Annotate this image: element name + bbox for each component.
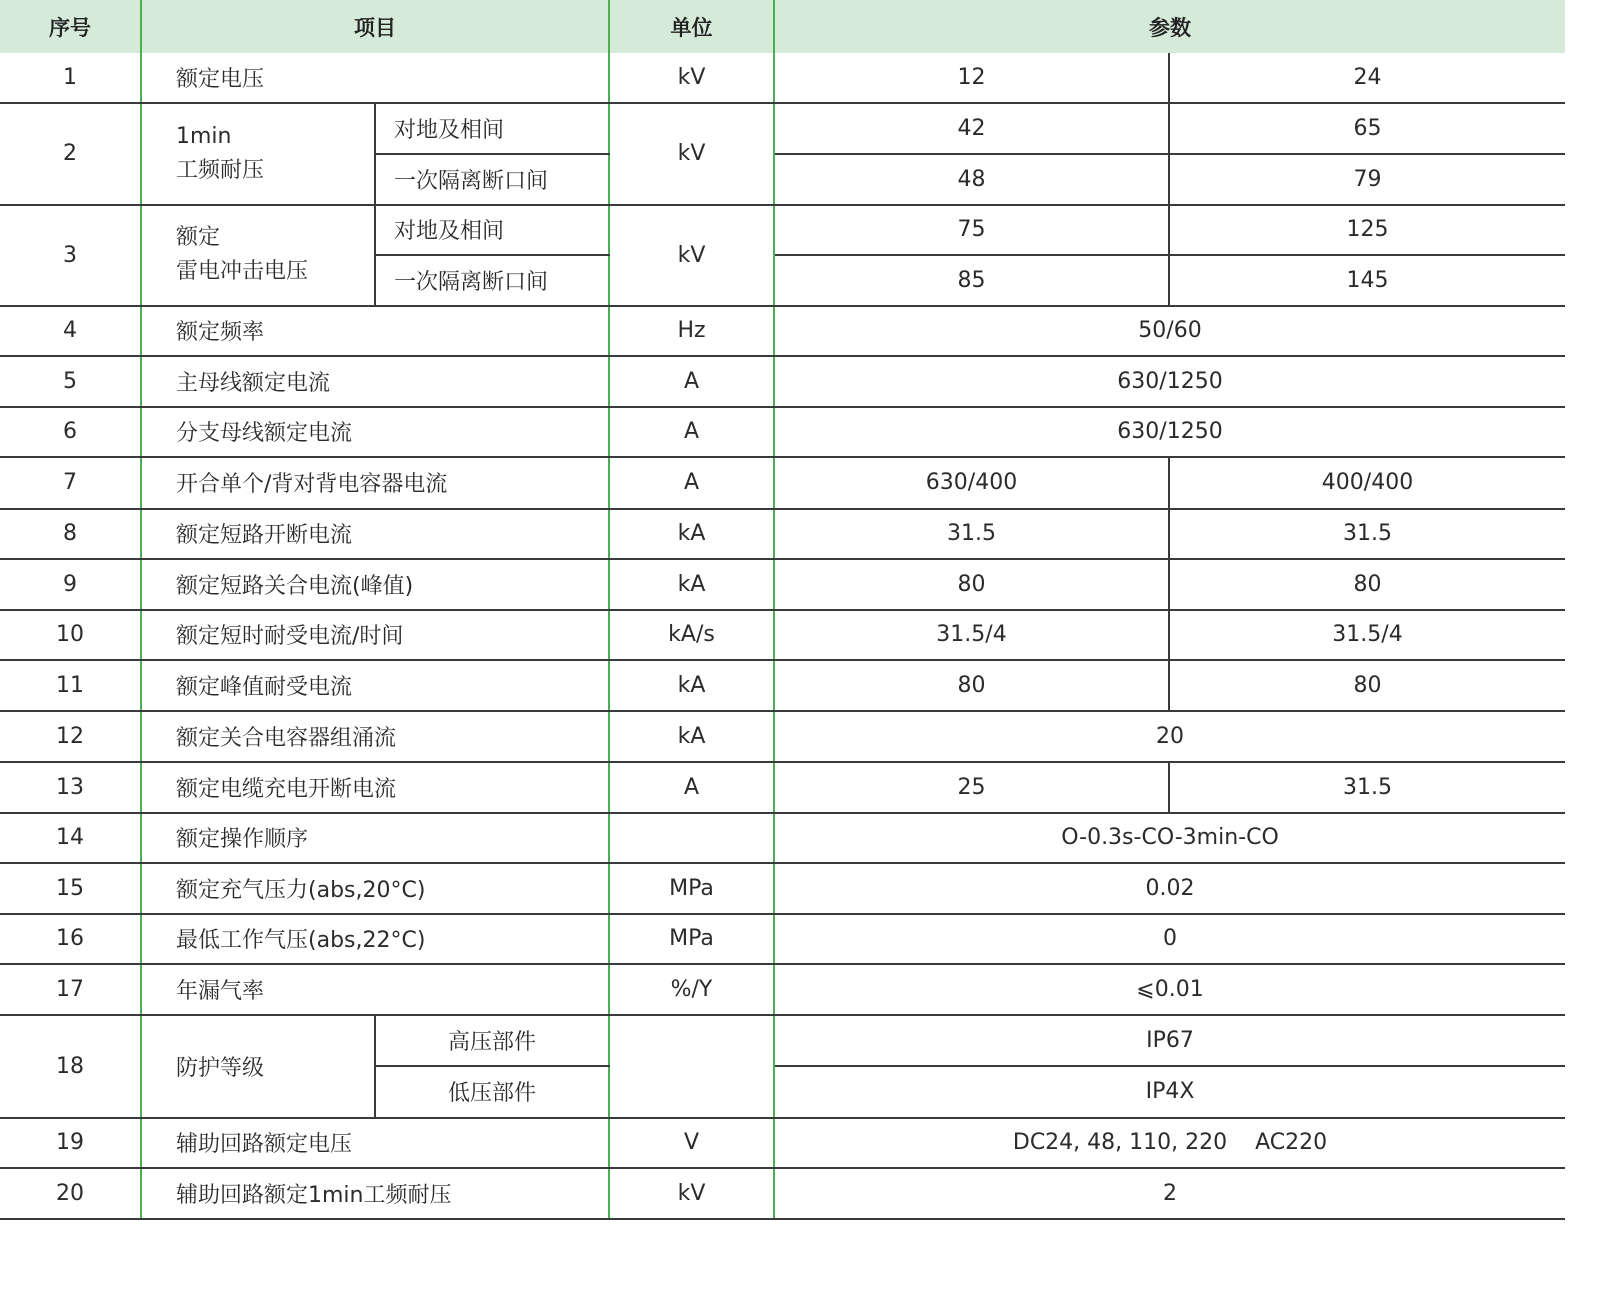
row-no: 4 xyxy=(0,306,141,357)
row-value-2: 145 xyxy=(1169,255,1565,306)
row-no: 19 xyxy=(0,1118,141,1169)
row-unit: A xyxy=(609,457,774,509)
row-unit: MPa xyxy=(609,863,774,914)
row-no: 9 xyxy=(0,559,141,610)
header-params: 参数 xyxy=(774,0,1565,53)
row-item-line-2: 工频耐压 xyxy=(176,157,265,183)
row-value-1: 25 xyxy=(774,762,1169,813)
row-item: 额定关合电容器组涌流 xyxy=(141,711,609,763)
row-value-2: 125 xyxy=(1169,205,1565,256)
table-row xyxy=(0,660,1565,711)
table-row xyxy=(0,1118,1565,1169)
row-value-1: 75 xyxy=(774,205,1169,256)
row-value-1: 630/400 xyxy=(774,457,1169,509)
row-unit: A xyxy=(609,407,774,458)
row-no: 13 xyxy=(0,762,141,813)
row-value: DC24, 48, 110, 220 AC220 xyxy=(774,1118,1565,1169)
row-value-2: 65 xyxy=(1169,103,1565,155)
row-no: 7 xyxy=(0,457,141,509)
table-row xyxy=(0,407,1565,458)
row-item: 辅助回路额定电压 xyxy=(141,1118,609,1169)
row-item: 额定短路关合电流(峰值) xyxy=(141,559,609,610)
table-row xyxy=(0,509,1565,560)
row-no: 3 xyxy=(0,205,141,306)
row-value-1: 48 xyxy=(774,154,1169,205)
row-item: 主母线额定电流 xyxy=(141,356,609,407)
row-item: 额定电压 xyxy=(141,53,609,103)
row-value: 2 xyxy=(774,1168,1565,1219)
row-no: 14 xyxy=(0,813,141,864)
row-value-1: 42 xyxy=(774,103,1169,155)
header-unit: 单位 xyxy=(609,0,774,53)
row-item-line-2: 雷电冲击电压 xyxy=(176,259,309,284)
row-unit: kV xyxy=(609,1168,774,1219)
row-unit: V xyxy=(609,1118,774,1169)
row-unit: kV xyxy=(609,103,774,205)
table-row xyxy=(0,356,1565,407)
row-item: 开合单个/背对背电容器电流 xyxy=(141,457,609,509)
table-row xyxy=(0,762,1565,813)
row-no: 6 xyxy=(0,407,141,458)
row-value-2: 80 xyxy=(1169,559,1565,610)
row-sub-label: 高压部件 xyxy=(375,1015,609,1067)
table-row xyxy=(0,711,1565,763)
row-item: 额定充气压力(abs,20°C) xyxy=(141,863,609,914)
row-value: 50/60 xyxy=(774,306,1565,357)
table-row xyxy=(0,306,1565,357)
row-value-2: 24 xyxy=(1169,53,1565,103)
row-no: 1 xyxy=(0,53,141,103)
row-unit: kA xyxy=(609,711,774,763)
row-item: 分支母线额定电流 xyxy=(141,407,609,458)
row-no: 12 xyxy=(0,711,141,763)
row-unit: Hz xyxy=(609,306,774,357)
row-value-2: 400/400 xyxy=(1169,457,1565,509)
row-value: IP67 xyxy=(774,1015,1565,1067)
row-unit: kV xyxy=(609,205,774,306)
table-row xyxy=(0,53,1565,103)
row-item: 年漏气率 xyxy=(141,964,609,1015)
row-value-1: 31.5/4 xyxy=(774,610,1169,661)
row-item xyxy=(141,103,375,205)
table-row xyxy=(0,205,1565,256)
row-item-line-1: 额定 xyxy=(176,225,221,250)
row-no: 10 xyxy=(0,610,141,661)
row-value-1: 12 xyxy=(774,53,1169,103)
header-item: 项目 xyxy=(141,0,609,53)
row-item: 额定峰值耐受电流 xyxy=(141,660,609,711)
row-unit: kA xyxy=(609,660,774,711)
row-sub-label: 一次隔离断口间 xyxy=(375,154,609,205)
row-unit: %/Y xyxy=(609,964,774,1015)
row-item xyxy=(141,205,375,306)
row-unit: MPa xyxy=(609,914,774,965)
row-item-line-1: 1min xyxy=(176,123,232,149)
row-unit xyxy=(609,1015,774,1118)
row-no: 11 xyxy=(0,660,141,711)
row-item: 防护等级 xyxy=(141,1015,375,1118)
row-item: 额定频率 xyxy=(141,306,609,357)
row-value: 630/1250 xyxy=(774,356,1565,407)
row-no: 20 xyxy=(0,1168,141,1219)
table-row xyxy=(0,610,1565,661)
row-no: 16 xyxy=(0,914,141,965)
row-unit xyxy=(609,813,774,864)
row-sub-label: 对地及相间 xyxy=(375,205,609,256)
row-unit: A xyxy=(609,356,774,407)
row-value: 20 xyxy=(774,711,1565,763)
row-value: O-0.3s-CO-3min-CO xyxy=(774,813,1565,864)
header-row xyxy=(0,0,1565,53)
row-no: 15 xyxy=(0,863,141,914)
row-unit: kA xyxy=(609,559,774,610)
table-row xyxy=(0,1015,1565,1067)
table-row xyxy=(0,863,1565,914)
row-value-1: 80 xyxy=(774,660,1169,711)
row-value-2: 31.5/4 xyxy=(1169,610,1565,661)
row-value: 0.02 xyxy=(774,863,1565,914)
table-row xyxy=(0,1168,1565,1219)
row-value-1: 31.5 xyxy=(774,509,1169,560)
row-no: 17 xyxy=(0,964,141,1015)
table-row xyxy=(0,964,1565,1015)
row-value-2: 31.5 xyxy=(1169,762,1565,813)
row-value: ⩽0.01 xyxy=(774,964,1565,1015)
row-value: 0 xyxy=(774,914,1565,965)
row-unit: kA xyxy=(609,509,774,560)
table-row xyxy=(0,813,1565,864)
table-row xyxy=(0,914,1565,965)
row-value-2: 31.5 xyxy=(1169,509,1565,560)
row-item: 额定短时耐受电流/时间 xyxy=(141,610,609,661)
row-sub-label: 低压部件 xyxy=(375,1066,609,1118)
row-unit: kV xyxy=(609,53,774,103)
row-item: 额定操作顺序 xyxy=(141,813,609,864)
table-row xyxy=(0,559,1565,610)
row-value-2: 79 xyxy=(1169,154,1565,205)
header-no: 序号 xyxy=(0,0,141,53)
row-unit: A xyxy=(609,762,774,813)
row-no: 2 xyxy=(0,103,141,205)
row-no: 8 xyxy=(0,509,141,560)
row-unit: kA/s xyxy=(609,610,774,661)
row-item: 辅助回路额定1min工频耐压 xyxy=(141,1168,609,1219)
row-sub-label: 对地及相间 xyxy=(375,103,609,155)
row-no: 18 xyxy=(0,1015,141,1118)
row-value-1: 85 xyxy=(774,255,1169,306)
row-value: 630/1250 xyxy=(774,407,1565,458)
row-sub-label: 一次隔离断口间 xyxy=(375,255,609,306)
row-item: 最低工作气压(abs,22°C) xyxy=(141,914,609,965)
row-value-2: 80 xyxy=(1169,660,1565,711)
row-no: 5 xyxy=(0,356,141,407)
row-item: 额定电缆充电开断电流 xyxy=(141,762,609,813)
row-value: IP4X xyxy=(774,1066,1565,1118)
table-row xyxy=(0,103,1565,155)
row-value-1: 80 xyxy=(774,559,1169,610)
table-row xyxy=(0,457,1565,509)
row-item: 额定短路开断电流 xyxy=(141,509,609,560)
